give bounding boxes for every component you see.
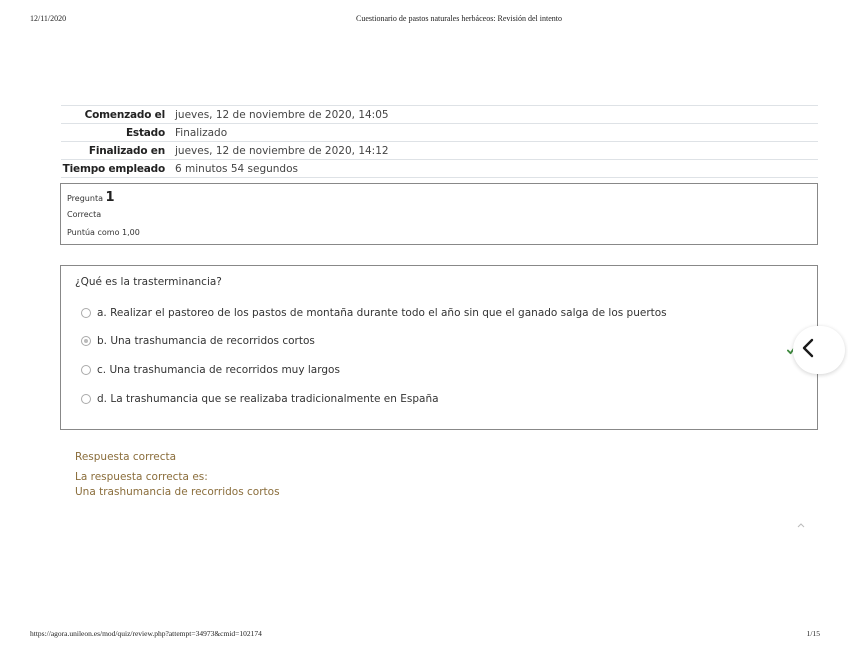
scroll-top-button[interactable] <box>797 518 805 531</box>
attempt-summary-table <box>61 105 818 178</box>
summary-row <box>61 160 818 178</box>
radio-button[interactable] <box>81 308 91 318</box>
summary-row <box>61 106 818 124</box>
radio-button[interactable] <box>81 394 91 404</box>
question-number-prefix: Pregunta <box>67 194 103 203</box>
question-content-box <box>60 265 818 430</box>
print-url: https://agora.unileon.es/mod/quiz/review.php?attempt=34973&cmid=102174 <box>30 629 262 638</box>
answer-option-label: d. La trashumancia que se realizaba tradicionalmente en España <box>97 393 439 405</box>
question-number <box>67 190 115 205</box>
answer-option-label: c. Una trashumancia de recorridos muy largos <box>97 364 340 376</box>
summary-label: Estado <box>125 126 165 139</box>
summary-label: Tiempo empleado <box>62 162 165 175</box>
summary-value: Finalizado <box>175 126 228 139</box>
summary-row <box>61 142 818 160</box>
feedback-result: Respuesta correcta <box>75 451 177 463</box>
answer-option[interactable] <box>81 335 315 347</box>
chevron-up-icon <box>797 518 805 531</box>
print-doc-title: Cuestionario de pastos naturales herbáceos: Revisión del intento <box>356 14 562 23</box>
answer-option[interactable] <box>81 393 439 405</box>
right-answer-text: Una trashumancia de recorridos cortos <box>75 486 280 498</box>
summary-value: jueves, 12 de noviembre de 2020, 14:05 <box>175 108 389 121</box>
drawer-toggle-button[interactable] <box>793 326 845 374</box>
chevron-left-icon <box>801 338 815 362</box>
right-answer-intro: La respuesta correcta es: <box>75 471 208 483</box>
question-text: ¿Qué es la trasterminancia? <box>75 276 222 288</box>
summary-label: Comenzado el <box>84 108 165 121</box>
summary-row <box>61 124 818 142</box>
print-page-number: 1/15 <box>806 629 820 638</box>
answer-option-label: b. Una trashumancia de recorridos cortos <box>97 335 315 347</box>
summary-label: Finalizado en <box>88 144 165 157</box>
answer-option[interactable] <box>81 364 340 376</box>
radio-button-selected[interactable] <box>81 336 91 346</box>
print-date: 12/11/2020 <box>30 14 67 23</box>
answer-option-label: a. Realizar el pastoreo de los pastos de montaña durante todo el año sin que el ganado salga de los puertos <box>97 307 667 319</box>
question-grade: Puntúa como 1,00 <box>67 228 140 237</box>
radio-button[interactable] <box>81 365 91 375</box>
question-state: Correcta <box>67 210 102 219</box>
summary-value: 6 minutos 54 segundos <box>175 162 298 175</box>
question-number-value: 1 <box>105 190 115 205</box>
question-info-box <box>60 183 818 245</box>
summary-value: jueves, 12 de noviembre de 2020, 14:12 <box>175 144 389 157</box>
answer-option[interactable] <box>81 307 667 319</box>
